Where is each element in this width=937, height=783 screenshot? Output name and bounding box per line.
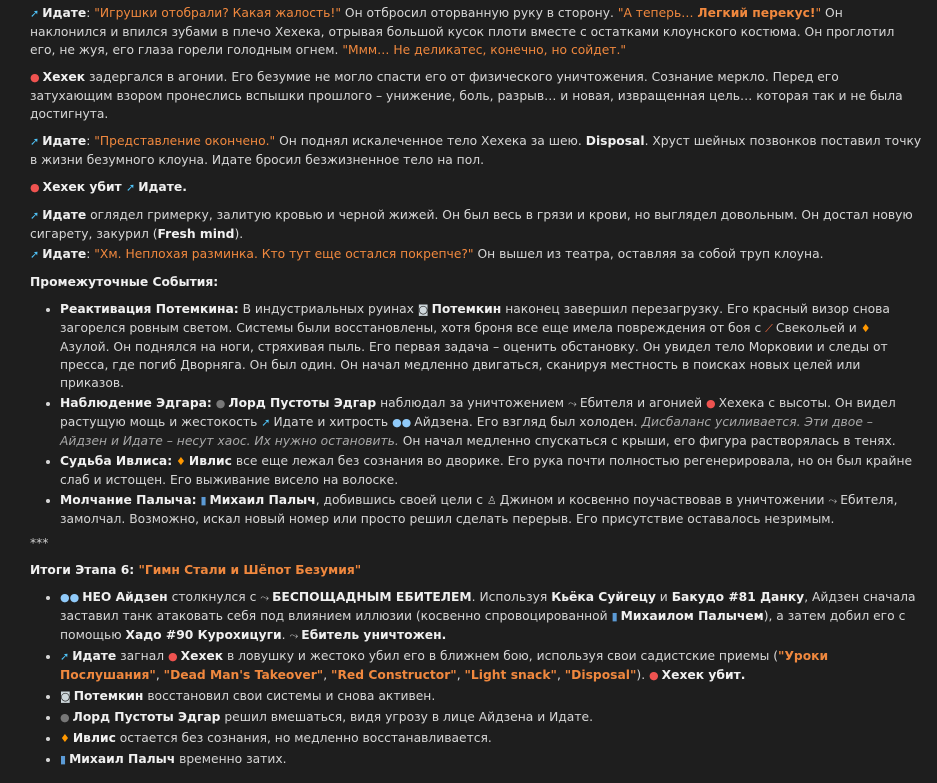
name-hehek: Хехек bbox=[42, 70, 86, 84]
shark-icon: ➚ bbox=[125, 181, 136, 194]
heading-text: Промежуточные События: bbox=[30, 275, 219, 289]
list-item bbox=[60, 708, 923, 727]
beast-icon: ⤳ bbox=[828, 494, 838, 507]
genie-icon: ♙ bbox=[486, 494, 497, 507]
quote: "Игрушки отобрали? Какая жалость!" bbox=[94, 6, 341, 20]
quote: "Представление окончено." bbox=[94, 134, 276, 148]
text: Он вышел из театра, оставляя за собой труп клоуна. bbox=[473, 247, 824, 261]
text: Он отбросил оторванную руку в сторону. bbox=[340, 6, 618, 20]
name-palych: Михаилом Палычем bbox=[620, 609, 764, 623]
text: , bbox=[556, 668, 565, 682]
text: ). bbox=[234, 227, 244, 241]
text: оглядел гримерку, залитую кровью и черной жижей. Он был весь в грязи и крови, но выглядел довольным. Он достал новую сигарету, закурил ( bbox=[30, 208, 913, 241]
technique-name: Кьёка Суйгецу bbox=[551, 590, 656, 604]
beast-icon: ⤳ bbox=[568, 397, 577, 410]
move-name: Disposal bbox=[585, 134, 645, 148]
clown-icon: ● bbox=[705, 397, 716, 410]
quote-bold: Легкий перекус! bbox=[697, 6, 816, 20]
text: столкнулся с bbox=[167, 590, 261, 604]
text: , bbox=[456, 668, 465, 682]
shark-icon: ➚ bbox=[30, 209, 40, 222]
events-list bbox=[30, 300, 923, 528]
text: решил вмешаться, видя угрозу в лице Айдзена и Идате. bbox=[220, 710, 593, 724]
text: и хитрость bbox=[313, 415, 393, 429]
shark-icon: ➚ bbox=[261, 416, 271, 429]
text: Он наклонился и впился зубами в плечо Хехека, отрывая большой кусок плоти вместе с остатками клоунского костюма. Он проглотил его, не жуя, его глаза горели голодным огнем. bbox=[30, 6, 895, 57]
text: . Его взгляд был холоден. bbox=[468, 415, 642, 429]
result-text: Ебитель уничтожен. bbox=[301, 628, 447, 642]
eyes-icon: ●● bbox=[60, 591, 80, 604]
paragraph-idate-exit: ➚ Идате: "Хм. Неплохая разминка. Кто тут еще остался покрепче?" Он вышел из театра, оставляя за собой труп клоуна. bbox=[30, 245, 923, 264]
text: наблюдал за уничтожением bbox=[376, 396, 568, 410]
text: наконец завершил перезагрузку. Его красный визор снова загорелся ровным светом. Системы были восстановлены, хотя броня все еще имела повреждения от боя с bbox=[60, 302, 890, 335]
carrot-icon: ⟋ bbox=[765, 322, 773, 335]
clown-icon: ● bbox=[168, 650, 178, 663]
quote-part: "А теперь… bbox=[617, 6, 698, 20]
name-hehek: Хехека bbox=[718, 396, 765, 410]
name-idate: Идате bbox=[273, 415, 314, 429]
name-jin: Джином bbox=[499, 493, 554, 507]
heading-text: Итоги Этапа 6: bbox=[30, 563, 139, 577]
paragraph-idate-disposal: ➚ Идате: "Представление окончено." Он поднял искалеченное тело Хехека за шею. Disposal. Хруст шейных позвонков поставил точку в жизни безумного клоуна. Идате бросил безжизненное тело на пол. bbox=[30, 134, 922, 167]
text: в ловушку и жестоко убил его в ближнем бою, используя свои садистские приемы ( bbox=[223, 649, 779, 663]
name-hehek: Хехек bbox=[42, 180, 86, 194]
move-name: "Light snack" bbox=[464, 668, 557, 682]
name-edgar: Лорд Пустоты Эдгар bbox=[228, 396, 377, 410]
move-name: Fresh mind bbox=[157, 227, 235, 241]
text: . Используя bbox=[471, 590, 552, 604]
clown-icon: ● bbox=[30, 71, 40, 84]
name-palych: Михаил Палыч bbox=[209, 493, 316, 507]
event-label: Молчание Палыча: bbox=[60, 493, 197, 507]
tape-icon: ▮ bbox=[611, 610, 618, 623]
robot-icon: ◙ bbox=[60, 690, 71, 703]
name-palych: Михаил Палыч bbox=[69, 752, 176, 766]
text: В индустриальных руинах bbox=[238, 302, 418, 316]
event-label: Наблюдение Эдгара: bbox=[60, 396, 212, 410]
text: с высоты. Он видел растущую мощь и жестокость bbox=[60, 396, 896, 429]
list-item bbox=[60, 647, 923, 685]
name-idate: Идате bbox=[42, 247, 87, 261]
name-hehek: Хехек bbox=[180, 649, 224, 663]
list-item bbox=[60, 750, 923, 769]
text: и косвенно поучаствовав в уничтожении bbox=[553, 493, 829, 507]
kill-notice: ● Хехек убит ➚ Идате. bbox=[30, 180, 187, 194]
quote: "Хм. Неплохая разминка. Кто тут еще остался покрепче?" bbox=[94, 247, 474, 261]
list-item bbox=[60, 300, 923, 392]
name-idate: Идате bbox=[138, 180, 183, 194]
shark-icon: ➚ bbox=[60, 650, 70, 663]
name-idate: Идате bbox=[72, 649, 117, 663]
text: , bbox=[323, 668, 332, 682]
fire-icon: ♦ bbox=[60, 732, 70, 745]
name-aizen: Айдзена bbox=[414, 415, 469, 429]
paragraph-hehek-agony bbox=[30, 68, 923, 123]
text: , bbox=[155, 668, 164, 682]
quote bbox=[618, 6, 821, 20]
fire-icon: ♦ bbox=[176, 455, 186, 468]
clown-icon: ● bbox=[649, 669, 659, 682]
italic-thought: Дисбаланс усиливается. Эти двое – Айдзен и Идате – несут хаос. Их нужно остановить. bbox=[60, 415, 873, 448]
text: . bbox=[281, 628, 290, 642]
move-name: "Dead Man's Takeover" bbox=[163, 668, 324, 682]
event-label: Судьба Ивлиса: bbox=[60, 454, 173, 468]
move-name: "Уроки Послушания" bbox=[60, 649, 829, 682]
text: и bbox=[655, 590, 672, 604]
text: ), а затем добил его с помощью bbox=[60, 609, 906, 642]
name-azula: Азулой bbox=[60, 340, 106, 354]
text: все еще лежал без сознания во дворике. Его рука почти полностью регенерировала, но он был крайне слаб и истощен. Его выживание висело на волоске. bbox=[60, 454, 913, 487]
event-label: Реактивация Потемкина: bbox=[60, 302, 239, 316]
text: , добившись своей цели с bbox=[315, 493, 487, 507]
technique-name: Хадо #90 Курохицуги bbox=[125, 628, 282, 642]
text: и bbox=[844, 321, 861, 335]
events-heading bbox=[30, 273, 923, 291]
text: , Айдзен сначала заставил танк атаковать себя под влиянием иллюзии (косвенно спровоцированной bbox=[60, 590, 916, 623]
beast-icon: ⤳ bbox=[289, 629, 299, 642]
void-orb-icon: ● bbox=[60, 711, 70, 724]
name-idate: Идате bbox=[42, 6, 87, 20]
text: загнал bbox=[116, 649, 169, 663]
text: и агонией bbox=[633, 396, 706, 410]
technique-name: Бакудо #81 Данку bbox=[671, 590, 805, 604]
paragraph-idate-cigarette bbox=[30, 206, 923, 243]
list-item bbox=[60, 687, 923, 706]
text: восстановил свои системы и снова активен. bbox=[143, 689, 436, 703]
name-potemkin: Потемкин bbox=[431, 302, 502, 316]
name-idate: Идате bbox=[42, 134, 87, 148]
name-ebitel: Ебителя bbox=[840, 493, 894, 507]
name-ivlis: Ивлис bbox=[72, 731, 116, 745]
name-edgar: Лорд Пустоты Эдгар bbox=[72, 710, 221, 724]
text: ). bbox=[636, 668, 650, 682]
name-ebitel: Ебителя bbox=[579, 396, 634, 410]
text: , замолчал. Возможно, искал новый номер или просто решил сделать перерыв. Его присутствие оставалось незримым. bbox=[60, 493, 898, 526]
shark-icon: ➚ bbox=[30, 7, 40, 20]
heading-title: "Гимн Стали и Шёпот Безумия" bbox=[138, 563, 362, 577]
shark-icon: ➚ bbox=[30, 135, 40, 148]
text: Он поднял искалеченное тело Хехека за шею. bbox=[275, 134, 586, 148]
text: . Хруст шейных позвонков поставил точку в жизни безумного клоуна. Идате бросил безжизненное тело на пол. bbox=[30, 134, 922, 167]
fire-icon: ♦ bbox=[860, 322, 871, 335]
list-item bbox=[60, 394, 923, 450]
separator: *** bbox=[30, 536, 49, 550]
name-svekolya: Свекольей bbox=[775, 321, 845, 335]
text: остается без сознания, но медленно восстанавливается. bbox=[115, 731, 492, 745]
paragraph-kill-notice bbox=[30, 178, 923, 197]
list-item bbox=[60, 729, 923, 748]
robot-icon: ◙ bbox=[417, 303, 429, 316]
summary-list bbox=[30, 588, 923, 769]
quote: "Ммм… Не деликатес, конечно, но сойдет." bbox=[342, 43, 627, 57]
text: убит bbox=[85, 180, 126, 194]
list-item bbox=[60, 452, 923, 489]
beast-icon: ⤳ bbox=[260, 591, 270, 604]
cut-off-next-line bbox=[30, 775, 923, 783]
move-name: "Red Constructor" bbox=[331, 668, 457, 682]
list-item bbox=[60, 491, 923, 528]
name-ivlis: Ивлис bbox=[188, 454, 232, 468]
tape-icon: ▮ bbox=[200, 494, 207, 507]
name-idate: Идате bbox=[42, 208, 87, 222]
paragraph-idate-snack: ➚ Идате: "Игрушки отобрали? Какая жалость!" Он отбросил оторванную руку в сторону. "А теперь… Легкий перекус!" Он наклонился и впился зубами в плечо Хехека, отрывая большой кусок плоти вместе с остатками клоунского костюма. Он проглотил его, не жуя, его глаза горели голодным огнем. "Ммм… Не деликатес, конечно, но сойдет." bbox=[30, 6, 895, 57]
name-potemkin: Потемкин bbox=[73, 689, 144, 703]
name-ebitel: БЕСПОЩАДНЫМ ЕБИТЕЛЕМ bbox=[272, 590, 472, 604]
text: Он начал медленно спускаться с крыши, его фигура растворялась в тенях. bbox=[398, 434, 896, 448]
text: временно затих. bbox=[175, 752, 287, 766]
name-aizen: НЕО Айдзен bbox=[82, 590, 168, 604]
text: . Он поднялся на ноги, стряхивая пыль. Его первая задача – оценить обстановку. Он увидел тело Морковии и следы от пресса, где погиб Дворняга. Он был один. Он начал медленно двигаться, сканируя местность в поисках новых целей или приказов. bbox=[60, 340, 888, 390]
move-name: "Disposal" bbox=[564, 668, 637, 682]
eyes-icon: ●● bbox=[392, 416, 412, 429]
shark-icon: ➚ bbox=[30, 248, 40, 261]
result-text: Хехек убит. bbox=[661, 668, 746, 682]
list-item bbox=[60, 588, 923, 645]
text: задергался в агонии. Его безумие не могло спасти его от физического уничтожения. Сознание меркло. Перед его затухающим взором пронеслись вспышки прошлого – унижение, боль, разрыв… и новая, извращенная цель… которая так и не была достигнута. bbox=[30, 70, 903, 121]
quote-part: " bbox=[815, 6, 822, 20]
void-orb-icon: ● bbox=[215, 397, 226, 410]
tape-icon: ▮ bbox=[60, 753, 67, 766]
clown-icon: ● bbox=[30, 181, 40, 194]
summary-heading bbox=[30, 561, 923, 579]
